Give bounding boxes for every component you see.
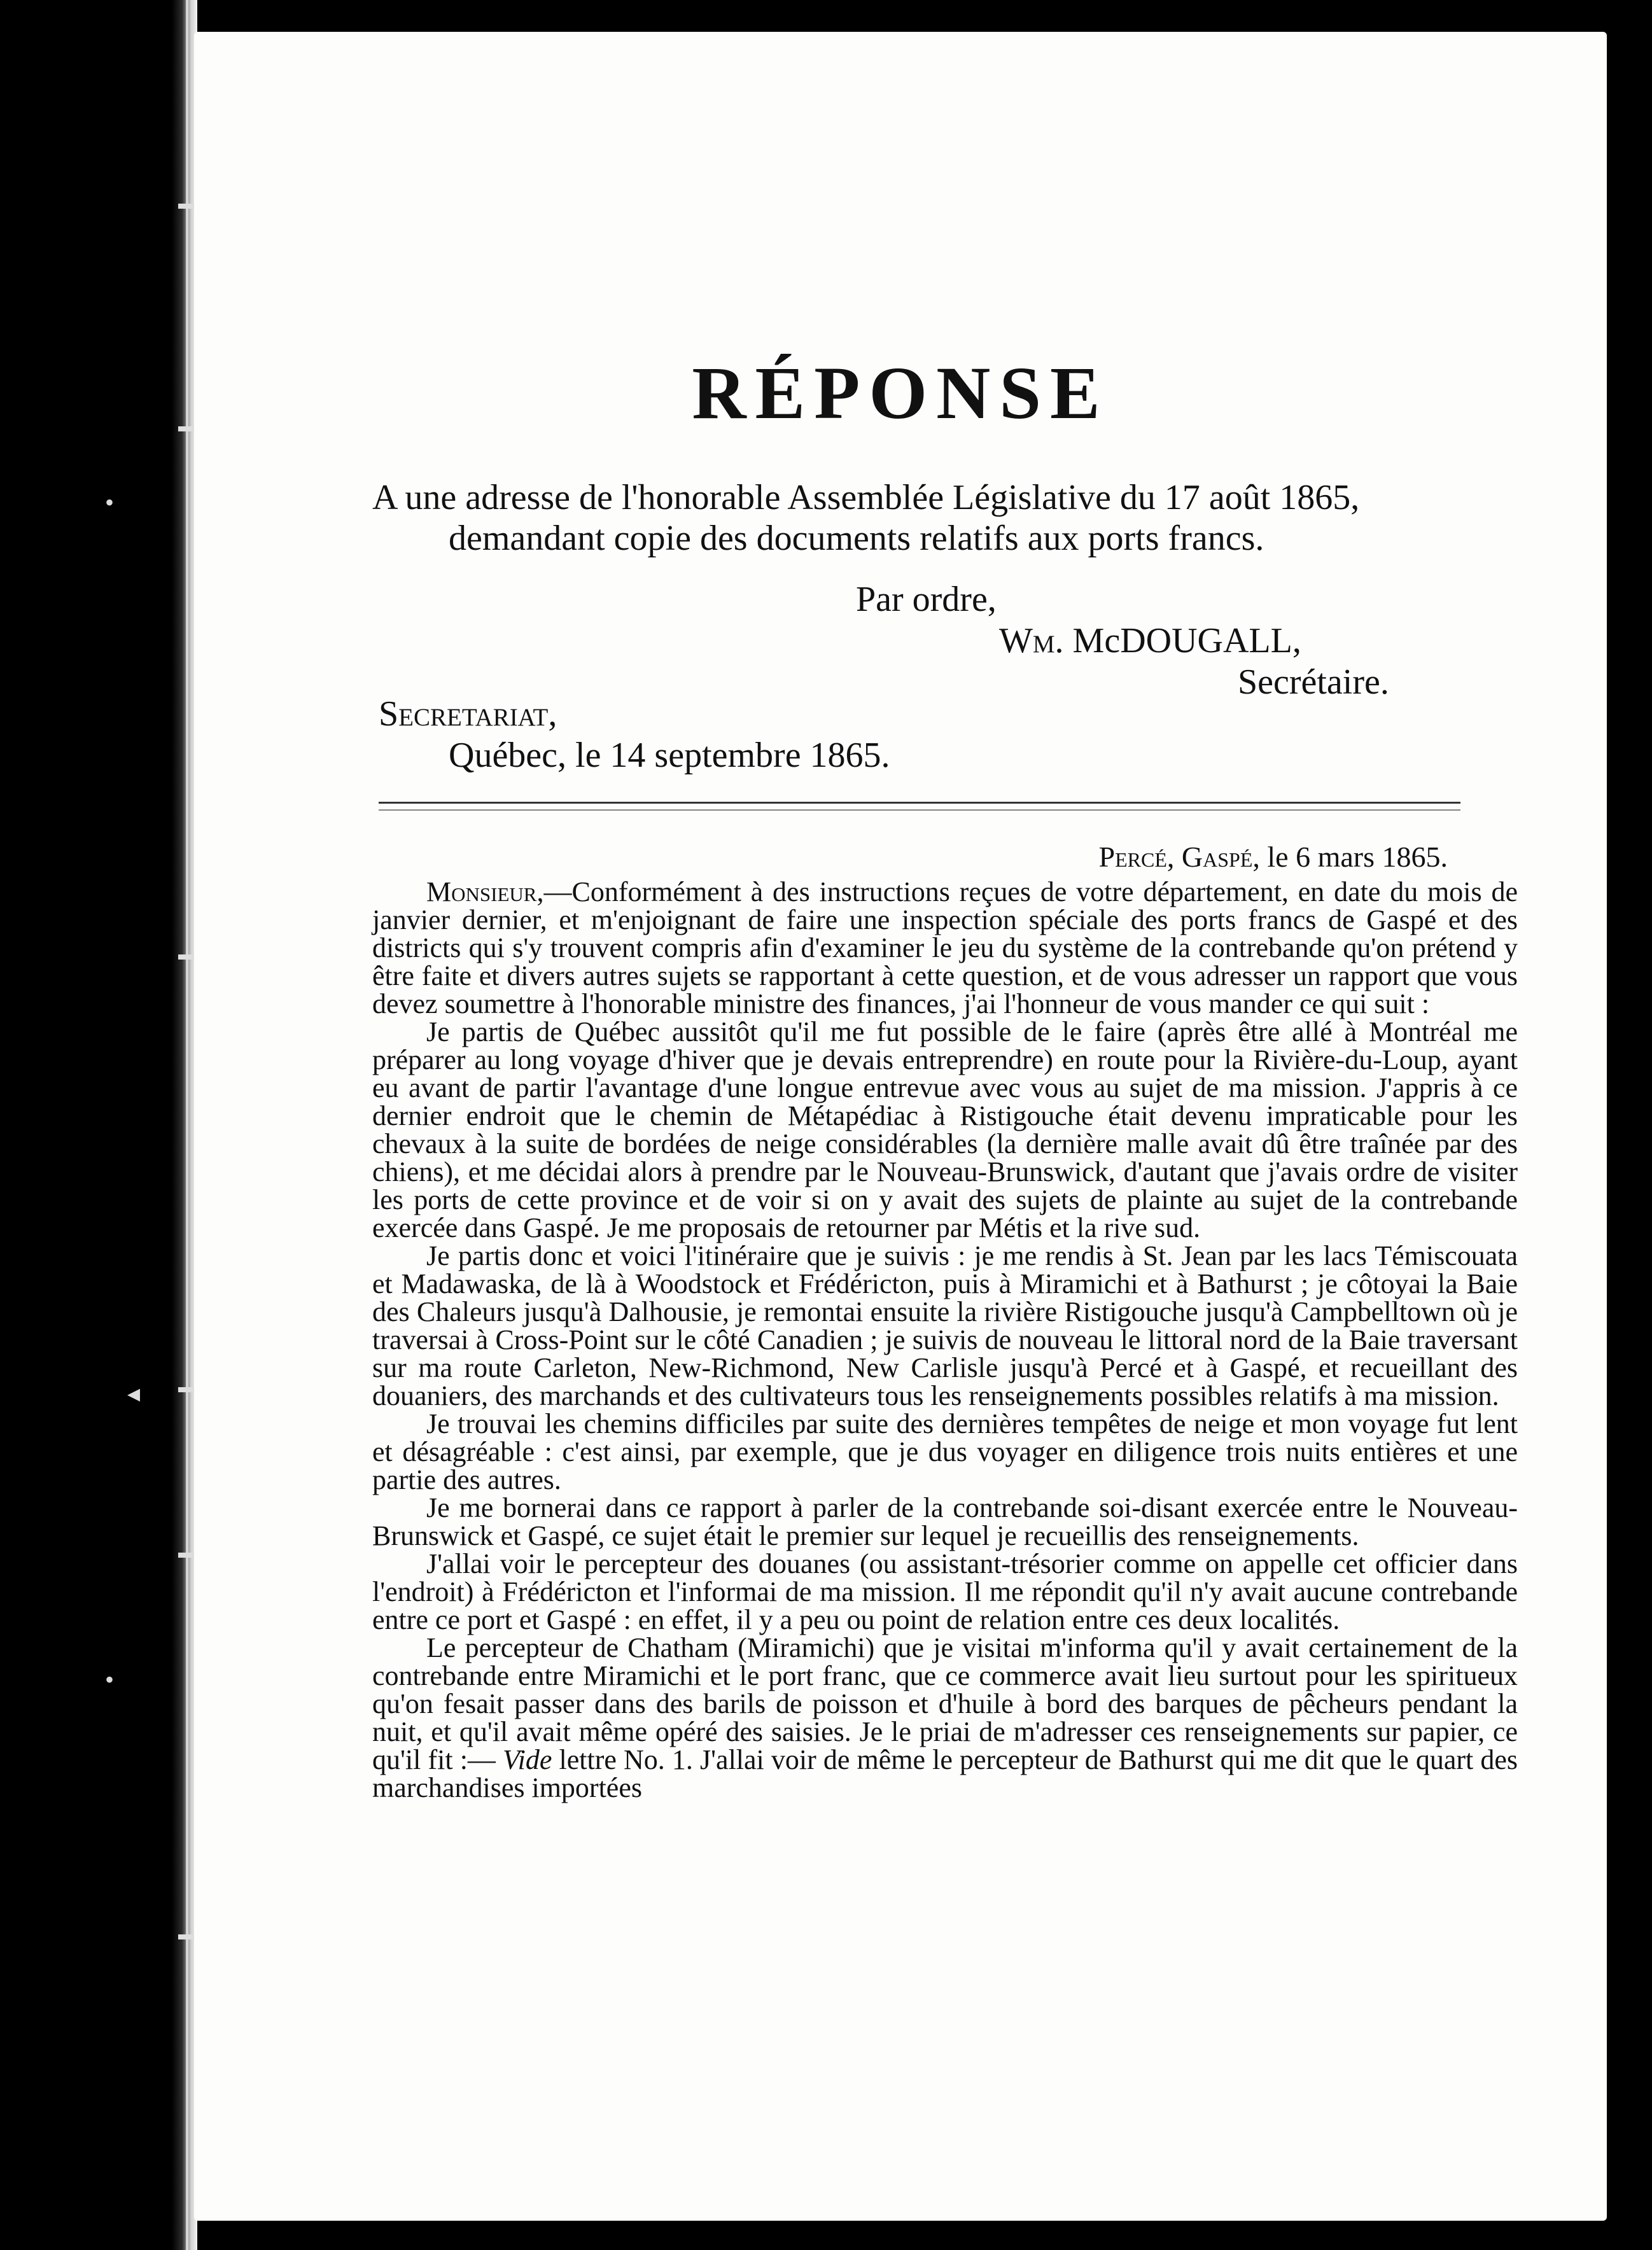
secretariat-label: Secretariat, [379, 694, 557, 734]
subtitle-line-2: demandant copie des documents relatifs aux ports francs. [449, 519, 1264, 558]
paragraph: Je trouvai les chemins difficiles par suite des dernières tempêtes de neige et mon voyage fut lent et désagréable : c'est ainsi, par exemple, que je dus voyager en diligence trois nuits entières et une partie des autres. [372, 1408, 1518, 1495]
signatory-name: McDOUGALL, [1072, 621, 1301, 660]
page-binding-edge [172, 0, 197, 2250]
signatory-prefix: Wm. [999, 621, 1064, 660]
place-date: Québec, le 14 septembre 1865. [449, 736, 890, 775]
paragraph: Je partis donc et voici l'itinéraire que je suivis : je me rendis à St. Jean par les lacs Témiscouata et Madawaska, de là à Woodstock et Frédéricton, puis à Miramichi et à Bathurst ; je côtoyai la Baie des Chaleurs jusqu'à Dalhousie, je remontai ensuite la rivière Ristigouche jusqu'à Campbelltown où je traversai à Cross-Point sur le côté Canadien ; je suivis de nouveau le littoral nord de la Baie traversant sur ma route Carleton, New-Richmond, New Carlisle jusqu'à Percé et à Gaspé, et recueillant des douaniers, des marchands et des cultivateurs tous les renseignements possibles relatifs à ma mission. [372, 1240, 1518, 1411]
by-order: Par ordre, [856, 580, 997, 619]
letter-place: Percé, Gaspé, [1098, 841, 1260, 873]
paragraph-text: lettre No. 1. J'allai voir de même le percepteur de Bathurst qui me dit que le quart des marchandises importées [372, 1744, 1518, 1803]
subtitle [372, 477, 1518, 559]
subtitle-line-1: A une adresse de l'honorable Assemblée Législative du 17 août 1865, [372, 478, 1360, 517]
paragraph [372, 1634, 1518, 1802]
scan-speck: • [105, 1665, 115, 1694]
paragraph-text: Le percepteur de Chatham (Miramichi) que je visitai m'informa qu'il y avait certainement de la contrebande entre Miramichi et le port franc, que ce commerce avait lieu surtout pour les spiritueux qu'on fesait passer dans des barils de poisson et d'huile à bord des barques de pêcheurs pendant la nuit, et qu'il avait même opéré des saisies. Je le priai de m'adresser ces renseignements sur papier, ce qu'il fit :— [372, 1632, 1518, 1775]
paragraph: Je partis de Québec aussitôt qu'il me fut possible de le faire (après être allé à Montréal me préparer au long voyage d'hiver que je devais entreprendre) en route pour la Rivière-du-Loup, ayant eu avant de partir l'avantage d'une longue entrevue avec vous au sujet de ma mission. J'appris à ce dernier endroit que le chemin de Métapédiac à Ristigouche était devenu impraticable pour les chevaux à la suite de bordées de neige considérables (la dernière malle avait dû être traînée par des chiens), et me décidai alors à prendre par le Nouveau-Brunswick, d'autant que j'avais ordre de visiter les ports de cette province et de voir si on y avait des sujets de plainte au sujet de la contrebande exercée dans Gaspé. Je me proposais de retourner par Métis et la rive sud. [372, 1016, 1518, 1243]
binding-line [186, 0, 188, 2250]
salutation: Monsieur, [426, 876, 544, 907]
paragraph: J'allai voir le percepteur des douanes (ou assistant-trésorier comme on appelle cet officier dans l'endroit) à Frédéricton et l'informai de ma mission. Il me répondit qu'il n'y avait aucune contrebande entre ce port et Gaspé : en effet, il y a peu ou point de relation entre ces deux localités. [372, 1548, 1518, 1635]
document-page [194, 32, 1607, 2221]
page-title: RÉPONSE [692, 351, 1109, 435]
divider-rule [379, 809, 1460, 811]
paragraph-text: —Conformément à des instructions reçues de votre département, en date du mois de janvier dernier, et m'enjoignant de faire une inspection spéciale des ports francs de Gaspé et des districts qui s'y trouvent compris afin d'examiner le jeu du système de la contrebande qu'on prétend y être faite et divers autres sujets se rapportant à cette question, et de vous adresser un rapport que vous devez soumettre à l'honorable ministre des finances, j'ai l'honneur de vous mander ce qui suit : [372, 876, 1518, 1019]
divider-rule [379, 802, 1460, 804]
letter-date: le 6 mars 1865. [1267, 841, 1448, 873]
vide-italic: Vide [503, 1744, 552, 1775]
letter-body [372, 878, 1518, 1802]
scan-right-edge [1615, 0, 1627, 2250]
letter-dateline [1099, 840, 1448, 874]
signatory [999, 620, 1301, 661]
scan-gutter [0, 0, 191, 2250]
signatory-title: Secrétaire. [1238, 662, 1389, 702]
paragraph: Je me bornerai dans ce rapport à parler de la contrebande soi-disant exercée entre le Nouveau-Brunswick et Gaspé, ce sujet était le premier sur lequel je recueillis des renseignements. [372, 1492, 1518, 1551]
scan-speck: • [105, 488, 115, 517]
scan-speck: ◂ [127, 1379, 141, 1408]
paragraph [372, 878, 1518, 1018]
